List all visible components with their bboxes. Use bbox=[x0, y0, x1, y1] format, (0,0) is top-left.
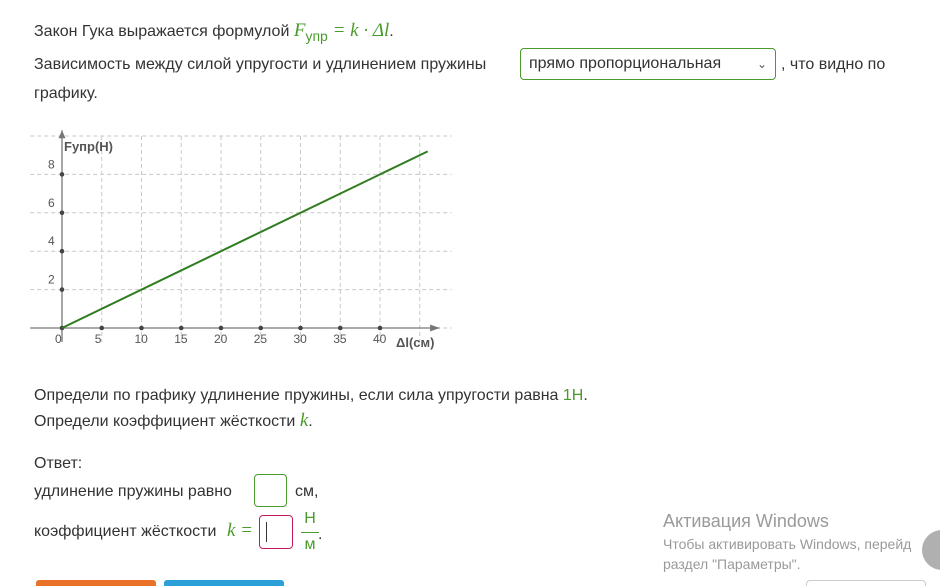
x-tick-label: 0 bbox=[55, 332, 62, 346]
question-1-text: Определи по графику удлинение пружины, если сила упругости равна bbox=[34, 387, 559, 404]
question-1-suffix: . bbox=[583, 387, 588, 404]
y-tick-dot bbox=[60, 211, 65, 216]
x-tick-dot bbox=[258, 326, 263, 331]
x-tick-dot bbox=[99, 326, 104, 331]
unit-fraction-line bbox=[301, 532, 319, 533]
hooke-chart bbox=[28, 120, 458, 360]
x-tick-dot bbox=[338, 326, 343, 331]
unit-suffix: . bbox=[318, 526, 323, 543]
formula-subscript: упр bbox=[305, 28, 328, 44]
y-tick-dot bbox=[60, 287, 65, 292]
stiffness-input[interactable] bbox=[259, 515, 293, 549]
unit-denominator: м bbox=[304, 536, 316, 553]
y-tick-label: 2 bbox=[48, 272, 55, 287]
x-tick-label: 35 bbox=[333, 332, 347, 346]
question-2-k: k bbox=[299, 410, 309, 431]
elongation-input[interactable] bbox=[254, 474, 287, 507]
y-tick-label: 8 bbox=[48, 157, 55, 172]
x-tick-label: 10 bbox=[134, 332, 148, 346]
y-axis-label: Fупр(Н) bbox=[64, 139, 114, 154]
chart-grid bbox=[28, 136, 452, 342]
x-axis-arrow bbox=[430, 325, 440, 332]
x-tick-label: 30 bbox=[293, 332, 307, 346]
unit-numerator: Н bbox=[304, 510, 316, 527]
chart-axes bbox=[30, 130, 439, 342]
question-2-suffix: . bbox=[308, 413, 313, 430]
edge-button-partial[interactable] bbox=[922, 530, 940, 570]
next-button[interactable] bbox=[164, 580, 284, 586]
task-intro-text: Закон Гука выражается формулой bbox=[34, 23, 290, 40]
text-cursor bbox=[266, 522, 267, 542]
x-tick-dot bbox=[378, 326, 383, 331]
question-2 bbox=[34, 410, 313, 432]
task-line-1 bbox=[34, 20, 394, 42]
relation-select[interactable] bbox=[520, 48, 776, 80]
x-tick-dot bbox=[219, 326, 224, 331]
y-tick-label: 4 bbox=[48, 234, 55, 249]
chart-ticks bbox=[48, 157, 387, 346]
x-tick-dot bbox=[298, 326, 303, 331]
stiffness-k: k = bbox=[227, 520, 254, 541]
x-axis-label: Δl(см) bbox=[396, 335, 435, 350]
task-line-2-prefix: Зависимость между силой упругости и удлинением пружины bbox=[34, 56, 487, 73]
task-line1-suffix: . bbox=[389, 23, 394, 40]
watermark-text-2: раздел "Параметры". bbox=[663, 556, 801, 572]
stiffness-label: коэффициент жёсткости bbox=[34, 523, 217, 540]
watermark-text-1: Чтобы активировать Windows, перейд bbox=[663, 536, 912, 552]
formula bbox=[293, 20, 390, 44]
chevron-down-icon: ⌄ bbox=[756, 57, 767, 71]
elongation-unit: см, bbox=[295, 483, 319, 500]
relation-select-value: прямо пропорциональная bbox=[529, 55, 722, 72]
x-tick-label: 40 bbox=[373, 332, 387, 346]
chart-series bbox=[62, 151, 428, 328]
question-1 bbox=[34, 387, 588, 405]
x-tick-label: 15 bbox=[174, 332, 188, 346]
task-line-3: графику. bbox=[34, 85, 98, 102]
x-tick-dot bbox=[139, 326, 144, 331]
x-tick-label: 5 bbox=[94, 332, 102, 346]
watermark-title: Активация Windows bbox=[663, 511, 829, 531]
question-2-text: Определи коэффициент жёсткости bbox=[34, 413, 296, 430]
x-tick-label: 25 bbox=[253, 332, 268, 346]
check-button[interactable] bbox=[36, 580, 156, 586]
formula-rest: = k · Δl bbox=[332, 20, 390, 41]
y-tick-label: 6 bbox=[48, 195, 55, 210]
x-tick-label: 20 bbox=[214, 332, 228, 346]
y-tick-dot bbox=[60, 172, 65, 177]
answer-label: Ответ: bbox=[34, 455, 83, 472]
question-1-value: 1Н bbox=[562, 387, 584, 404]
y-tick-dot bbox=[60, 249, 65, 254]
elongation-label: удлинение пружины равно bbox=[34, 483, 232, 500]
formula-f: F bbox=[293, 20, 306, 41]
x-tick-dot bbox=[179, 326, 184, 331]
edge-panel-partial bbox=[806, 580, 926, 586]
y-axis-arrow bbox=[59, 130, 66, 138]
task-line-2-suffix: , что видно по bbox=[781, 56, 886, 73]
series-line bbox=[62, 151, 428, 328]
